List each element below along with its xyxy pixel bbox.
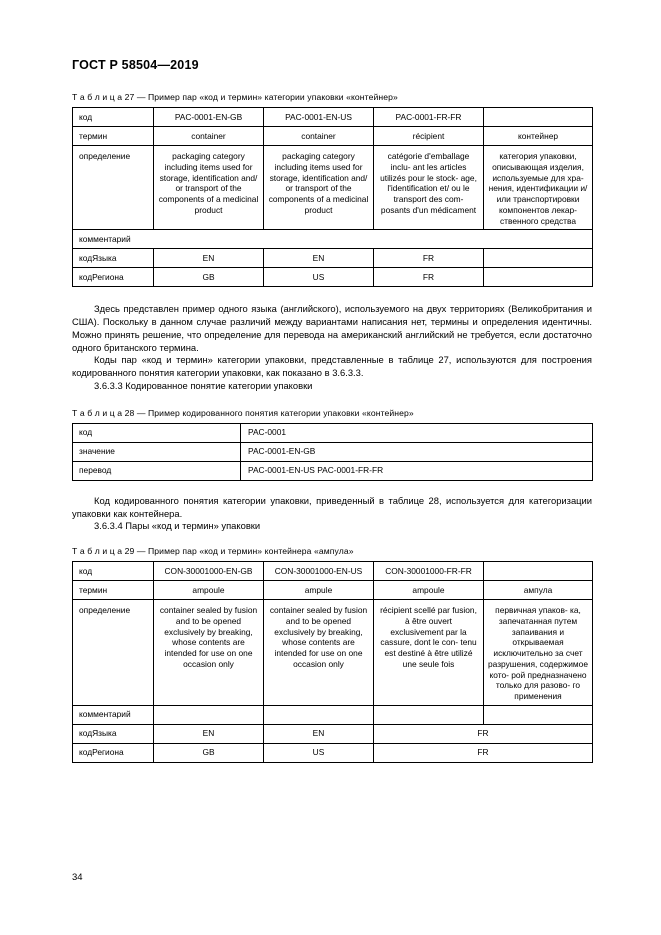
cell-translation-value: PAC-0001-EN-US PAC-0001-FR-FR — [241, 461, 593, 480]
paragraph-code-term-pairs-usage: Коды пар «код и термин» категории упаковки, представленные в таблице 27, используются для построения кодированного понятия категории упаковки, как показано в 3.6.3.3. — [72, 354, 592, 379]
cell-comment-fr-fr — [374, 705, 484, 724]
table-row — [73, 108, 593, 127]
table-row — [73, 705, 593, 724]
cell-langcode-en-gb: EN — [154, 249, 264, 268]
cell-definition-en-gb: container sealed by fusion and to be opened exclusively by breaking, whose contents are intended for use on one occasion only — [154, 600, 264, 706]
table-27 — [72, 107, 593, 287]
row-label-region-code: кодРегиона — [73, 743, 154, 762]
page-number: 34 — [72, 872, 83, 883]
paragraph-coded-concept-usage: Код кодированного понятия категории упаковки, приведенный в таблице 28, используется для категоризации упаковки как контейнера. — [72, 494, 592, 519]
cell-code-en-gb: PAC-0001-EN-GB — [154, 108, 264, 127]
cell-regioncode-en-us: US — [264, 743, 374, 762]
cell-comment-en-gb — [154, 705, 264, 724]
cell-code-en-us: CON-30001000-EN-US — [264, 562, 374, 581]
cell-definition-fr-fr: catégorie d'emballage inclu- ant les articles utilizés pour le stock- age, l'identification et/ ou le transport des com- posants d'un médicament — [374, 146, 484, 230]
spacer — [72, 393, 592, 408]
table-row — [73, 461, 593, 480]
table-row — [73, 743, 593, 762]
cell-regioncode-fr-fr: FR — [374, 268, 484, 287]
table-row — [73, 724, 593, 743]
spacer — [72, 287, 592, 303]
row-label-comment: комментарий — [73, 230, 593, 249]
cell-term-en-us: ampule — [264, 581, 374, 600]
cell-term-fr-fr: ampoule — [374, 581, 484, 600]
cell-langcode-fr-fr: FR — [374, 724, 593, 743]
cell-code-value: PAC-0001 — [241, 423, 593, 442]
cell-regioncode-ru — [484, 268, 593, 287]
table-row — [73, 581, 593, 600]
section-heading-3-6-3-3: 3.6.3.3 Кодированное понятие категории упаковки — [94, 379, 313, 391]
row-label-translation: перевод — [73, 461, 241, 480]
cell-value-value: PAC-0001-EN-GB — [241, 442, 593, 461]
cell-langcode-ru — [484, 249, 593, 268]
cell-regioncode-en-gb: GB — [154, 743, 264, 762]
row-label-term: термин — [73, 127, 154, 146]
row-label-code: код — [73, 108, 154, 127]
cell-term-fr-fr: récipient — [374, 127, 484, 146]
cell-langcode-en-gb: EN — [154, 724, 264, 743]
cell-regioncode-en-gb: GB — [154, 268, 264, 287]
cell-definition-en-gb: packaging category including items used for storage, identification and/ or transport of the components of a medicinal product — [154, 146, 264, 230]
cell-definition-ru: первичная упаков- ка, запечатанная путем запаивания и открываемая исключительно за счет разрушения, содержимое кото- рой предназначено только для разово- го применения — [484, 600, 593, 706]
cell-definition-fr-fr: récipient scellé par fusion, à être ouvert exclusivement par la cassure, dont le con- tenu est destiné à être utilizé une seule fois — [374, 600, 484, 706]
cell-definition-en-us: packaging category including items used for storage, identification and/ or transport of the components of a medicinal product — [264, 146, 374, 230]
row-label-code: код — [73, 423, 241, 442]
table-row — [73, 146, 593, 230]
row-label-language-code: кодЯзыка — [73, 724, 154, 743]
cell-term-en-gb: ampoule — [154, 581, 264, 600]
table-row — [73, 249, 593, 268]
table-29 — [72, 561, 593, 763]
cell-definition-ru: категория упаковки, описывающая изделия, используемые для хра- нения, идентификации и/или транспортировки компонентов лекар- ственного средства — [484, 146, 593, 230]
cell-langcode-fr-fr: FR — [374, 249, 484, 268]
table-27-caption: Т а б л и ц а 27 — Пример пар «код и термин» категории упаковки «контейнер» — [72, 92, 398, 102]
cell-term-en-us: container — [264, 127, 374, 146]
cell-term-en-gb: container — [154, 127, 264, 146]
cell-code-ru — [484, 108, 593, 127]
cell-code-fr-fr: CON-30001000-FR-FR — [374, 562, 484, 581]
table-row — [73, 423, 593, 442]
row-label-definition: определение — [73, 600, 154, 706]
table-row — [73, 442, 593, 461]
table-row — [73, 230, 593, 249]
table-28 — [72, 423, 593, 481]
row-label-region-code: кодРегиона — [73, 268, 154, 287]
paragraph-language-territories: Здесь представлен пример одного языка (английского), используемого на двух территориях (Великобритания и США). Поскольку в данном случае различий между вариантами написания нет, термины и определения идентичны. Можно принять решение, что определение для перевода на американский английский не требуется, если достаточно одного британского термина. — [72, 303, 592, 353]
spacer — [72, 533, 592, 546]
table-29-caption: Т а б л и ц а 29 — Пример пар «код и термин» контейнера «ампула» — [72, 546, 354, 557]
cell-comment-en-us — [264, 705, 374, 724]
spacer — [72, 481, 592, 495]
cell-definition-en-us: container sealed by fusion and to be opened exclusively by breaking, whose contents are intended for use on one occasion only — [264, 600, 374, 706]
cell-regioncode-fr-fr: FR — [374, 743, 593, 762]
cell-code-en-gb: CON-30001000-EN-GB — [154, 562, 264, 581]
row-label-value: значение — [73, 442, 241, 461]
cell-regioncode-en-us: US — [264, 268, 374, 287]
table-row — [73, 268, 593, 287]
cell-langcode-en-us: EN — [264, 724, 374, 743]
table-row — [73, 600, 593, 706]
section-heading-3-6-3-4: 3.6.3.4 Пары «код и термин» упаковки — [94, 520, 261, 532]
table-28-caption: Т а б л и ц а 28 — Пример кодированного понятия категории упаковки «контейнер» — [72, 407, 414, 418]
cell-comment-ru — [484, 705, 593, 724]
row-label-language-code: кодЯзыка — [73, 249, 154, 268]
table-row — [73, 562, 593, 581]
row-label-code: код — [73, 562, 154, 581]
row-label-term: термин — [73, 581, 154, 600]
table-row — [73, 127, 593, 146]
cell-term-ru: ампула — [484, 581, 593, 600]
row-label-comment: комментарий — [73, 705, 154, 724]
cell-code-en-us: PAC-0001-EN-US — [264, 108, 374, 127]
cell-term-ru: контейнер — [484, 127, 593, 146]
cell-code-ru — [484, 562, 593, 581]
row-label-definition: определение — [73, 146, 154, 230]
cell-code-fr-fr: PAC-0001-FR-FR — [374, 108, 484, 127]
page-content — [72, 92, 592, 763]
cell-langcode-en-us: EN — [264, 249, 374, 268]
page-header-standard-number: ГОСТ Р 58504—2019 — [72, 58, 199, 72]
